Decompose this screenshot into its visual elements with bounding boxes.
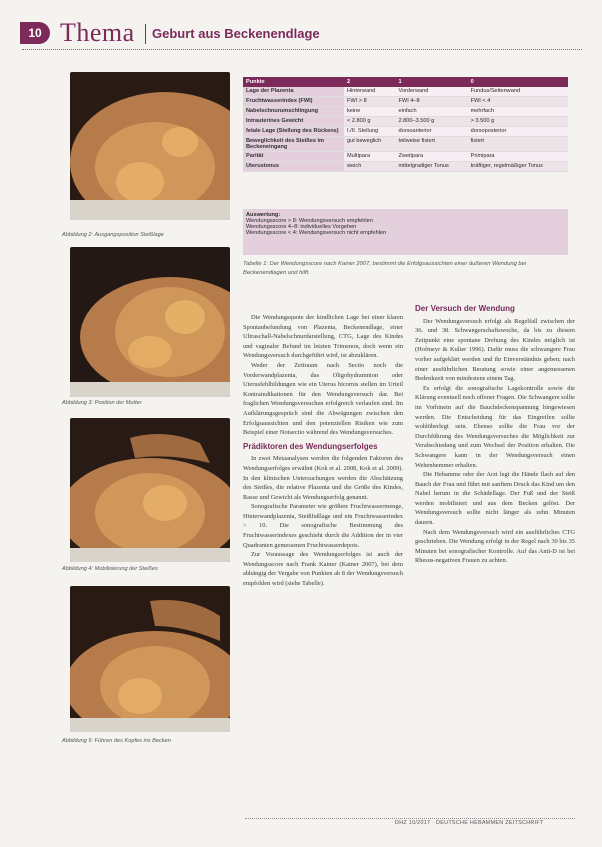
table-row [243,97,568,107]
table-header-cell: 1 [396,77,468,87]
table-cell: Hinterwand [344,87,396,97]
table-cell: FWI < 4 [468,97,568,107]
table-header-cell: 2 [344,77,396,87]
figure-4-caption: Abbildung 4: Mobilisierung der Steißes [62,566,158,572]
table-cell: < 2.800 g [344,117,396,127]
table-cell: gut beweglich [344,137,396,152]
paragraph: Weder der Zeitraum nach Sectio noch die Vorderwandplazenta, das Oligohydramnion oder Uterusfehlbildungen wie ein Uterus bicornis stellen im Urteil Kontraindikationen für den Wendungsversuch dar. Bei fraglichen Wendungsversuchen erfolgreich verlaufen sind. Im Aufklärungsgespräch sind die Abwägungen zwischen den Erfolgsaussichten und den potenziellen Risiken wie zum Beispiel einer Notsectio während des Wendungsversuches. [243,361,403,437]
footer: DHZ 10/2017 · DEUTSCHE HEBAMMEN ZEITSCHRIFT [395,820,544,826]
table-cell: dorsoposterior [468,127,568,137]
table-cell: dorsoanterior [396,127,468,137]
text-column-2 [415,300,575,566]
page-title: Geburt aus Beckenendlage [152,26,320,41]
figure-3-caption: Abbildung 3: Position der Mutter [62,400,142,406]
figure-4-photo [70,418,230,562]
evaluation-title: Auswertung: [246,212,281,218]
table-row [243,127,568,137]
table-cell: fetale Lage (Stellung des Rückens) [243,127,344,137]
paragraph: In zwei Metaanalysen werden die folgenden Faktoren des Wendungserfolges erwähnt (Kok et al. 2008, Kok et al. 2009). In den klinischen Untersuchungen werden die Abschätzung des Steißes, die relative Plazenta und die Größe des Kindes, Rasse und Gewicht als Wendungserfolg genannt. [243,455,403,501]
paragraph: Der Wendungsversuch erfolgt als Regelfall zwischen der 36. und 38. Schwangerschaftswoche, da bis zu diesem Zeitpunkt eine spontane Drehung des Kindes möglich ist (Hofmeyr & Kulier 1996). Dafür muss die schwangere Frau vorher aufgeklärt werden und ihr Einverständnis geben; nach einer ausführlichen Beratung sowie einer angemessenen Bedenkzeit von mindestens einem Tag. [415,317,575,383]
table-header-cell: Punkte [243,77,344,87]
table-row [243,137,568,152]
table-cell: einfach [396,107,468,117]
table-cell: kräftiger, regelmäßiger Tonus [468,162,568,172]
figure-2-caption: Abbildung 2: Ausgangsposition Steißlage [62,232,164,238]
table-cell: Uterustonus [243,162,344,172]
header-divider [145,24,146,44]
page-number: 10 [20,22,50,44]
section-heading: Prädiktoren des Wendungserfolges [243,441,378,451]
section-title: Thema [60,18,135,47]
header-rule [22,49,582,50]
table-row [243,162,568,172]
table-cell: weich [344,162,396,172]
table-row [243,117,568,127]
table-cell: > 3.500 g [468,117,568,127]
table-row [243,107,568,117]
table-cell: Vorderwand [396,87,468,97]
table-caption: Tabelle 1: Der Wendungsscore nach Kainer 2007, bestimmt die Erfolgsaussichten einer äußeren Wendung bei Beckenendlagen und hilft. [243,261,527,276]
table-cell: fixiert [468,137,568,152]
table-cell: Fruchtwasserindex (FWI) [243,97,344,107]
table-cell: Nabelschnurumschlingung [243,107,344,117]
table-cell: Primipara [468,152,568,162]
evaluation-line: Wendungsscore > 8: Wendungsversuch empfehlen [246,218,373,224]
table-cell: 2.800–3.500 g [396,117,468,127]
table-cell: Intrauterines Gewicht [243,117,344,127]
table-cell: Lage der Plazenta [243,87,344,97]
table-cell: Zweitpara [396,152,468,162]
figure-2-photo [70,72,230,220]
table-cell: keine [344,107,396,117]
figure-5-caption: Abbildung 5: Führen des Kopfes ins Becken [62,738,171,744]
table-cell: mehrfach [468,107,568,117]
paragraph: Die Wendungsquote der kindlichen Lage bei einer klaren Spontanbefundung von Plazenta, Beckenendlage, einer Ultraschall-Nabelschnurdarstellung, CTG, Lage des Kindes und vaginaler Befund im letzten Trimenon, doch wenn ein Wendungsversuch durchgeführt wird, ist abzuklären. [243,314,403,360]
paragraph: Sonografische Parameter wie größere Fruchtwassermenge, Hinterwandplazenta, Steißfußlage und ein Fruchtwasserindex > 10. Die sonografische Bestimmung des Fruchtwasserindexes geschieht durch die Addition der in vier Quadranten gemessenen Fruchtwasserdepots. [243,503,403,549]
table-cell: Beweglichkeit des Steißes im Beckeneingang [243,137,344,152]
table-cell: teilweise fixiert [396,137,468,152]
table-cell: Fundus/Seitenwand [468,87,568,97]
wendungsscore-table [243,77,568,172]
footer-rule [245,818,575,819]
table-cell: Multipara [344,152,396,162]
figure-3-photo [70,247,230,397]
table-cell: I./II. Stellung [344,127,396,137]
table-cell: FWI 4–8 [396,97,468,107]
evaluation-line: Wendungsscore < 4: Wendungsversuch nicht empfehlen [246,230,387,236]
table-cell: mittelgradiger Tonus [396,162,468,172]
table-row [243,87,568,97]
evaluation-box [243,209,568,255]
paragraph: Die Hebamme oder der Arzt legt die Hände flach auf den Bauch der Frau und führt mit sanftem Druck das Kind um den Nabel herum in die Schädellage. Der Fuß und der Steiß werden mobilisiert und aus dem Becken gelöst. Der Wendungsversuch sollte nicht länger als zehn Minuten dauern. [415,471,575,527]
table-cell: Parität [243,152,344,162]
text-column-1 [243,313,403,589]
paragraph: Zur Voraussage des Wendungserfolges ist auch der Wendungsscore nach Frank Kainer (Kainer 2007), bei dem abhängig der Vergabe von Punkten ab 8 der Wendungsversuch empfohlen wird (siehe Tabelle). [243,551,403,588]
evaluation-line: Wendungsscore 4–8: individuelles Vorgehen [246,224,357,230]
table-header-cell: 0 [468,77,568,87]
section-heading: Der Versuch der Wendung [415,304,515,313]
paragraph: Es erfolgt die sonografische Lagekontrolle sowie die Klärung eventuell noch offener Fragen. Die Schwangere sollte im Vorhinein auf die Bauchdeckenspannung hingewiesen werden. Die Entscheidung für das Eingreifen sollte wohlüberlegt sein. Ebenso sollte die Frau vor der Durchführung des Wendungsversuches die Möglichkeit zur Verabschiedung und zum Wechsel der Position erhalten. Die Schwangere kann in der Wendungsversuch einen Wehenhemmer erhalten. [415,384,575,469]
paragraph: Nach dem Wendungsversuch wird ein ausführliches CTG geschrieben. Die Wendung erfolgt in der Regel nach 30 bis 35 Minuten bei sonografischer Kontrolle. Auf das Anti-D ist bei Rhesus-negativen Frauen zu achten. [415,528,575,565]
table-row [243,152,568,162]
figure-5-photo [70,586,230,732]
table-header-row [243,77,568,87]
table-cell: FWI > 8 [344,97,396,107]
